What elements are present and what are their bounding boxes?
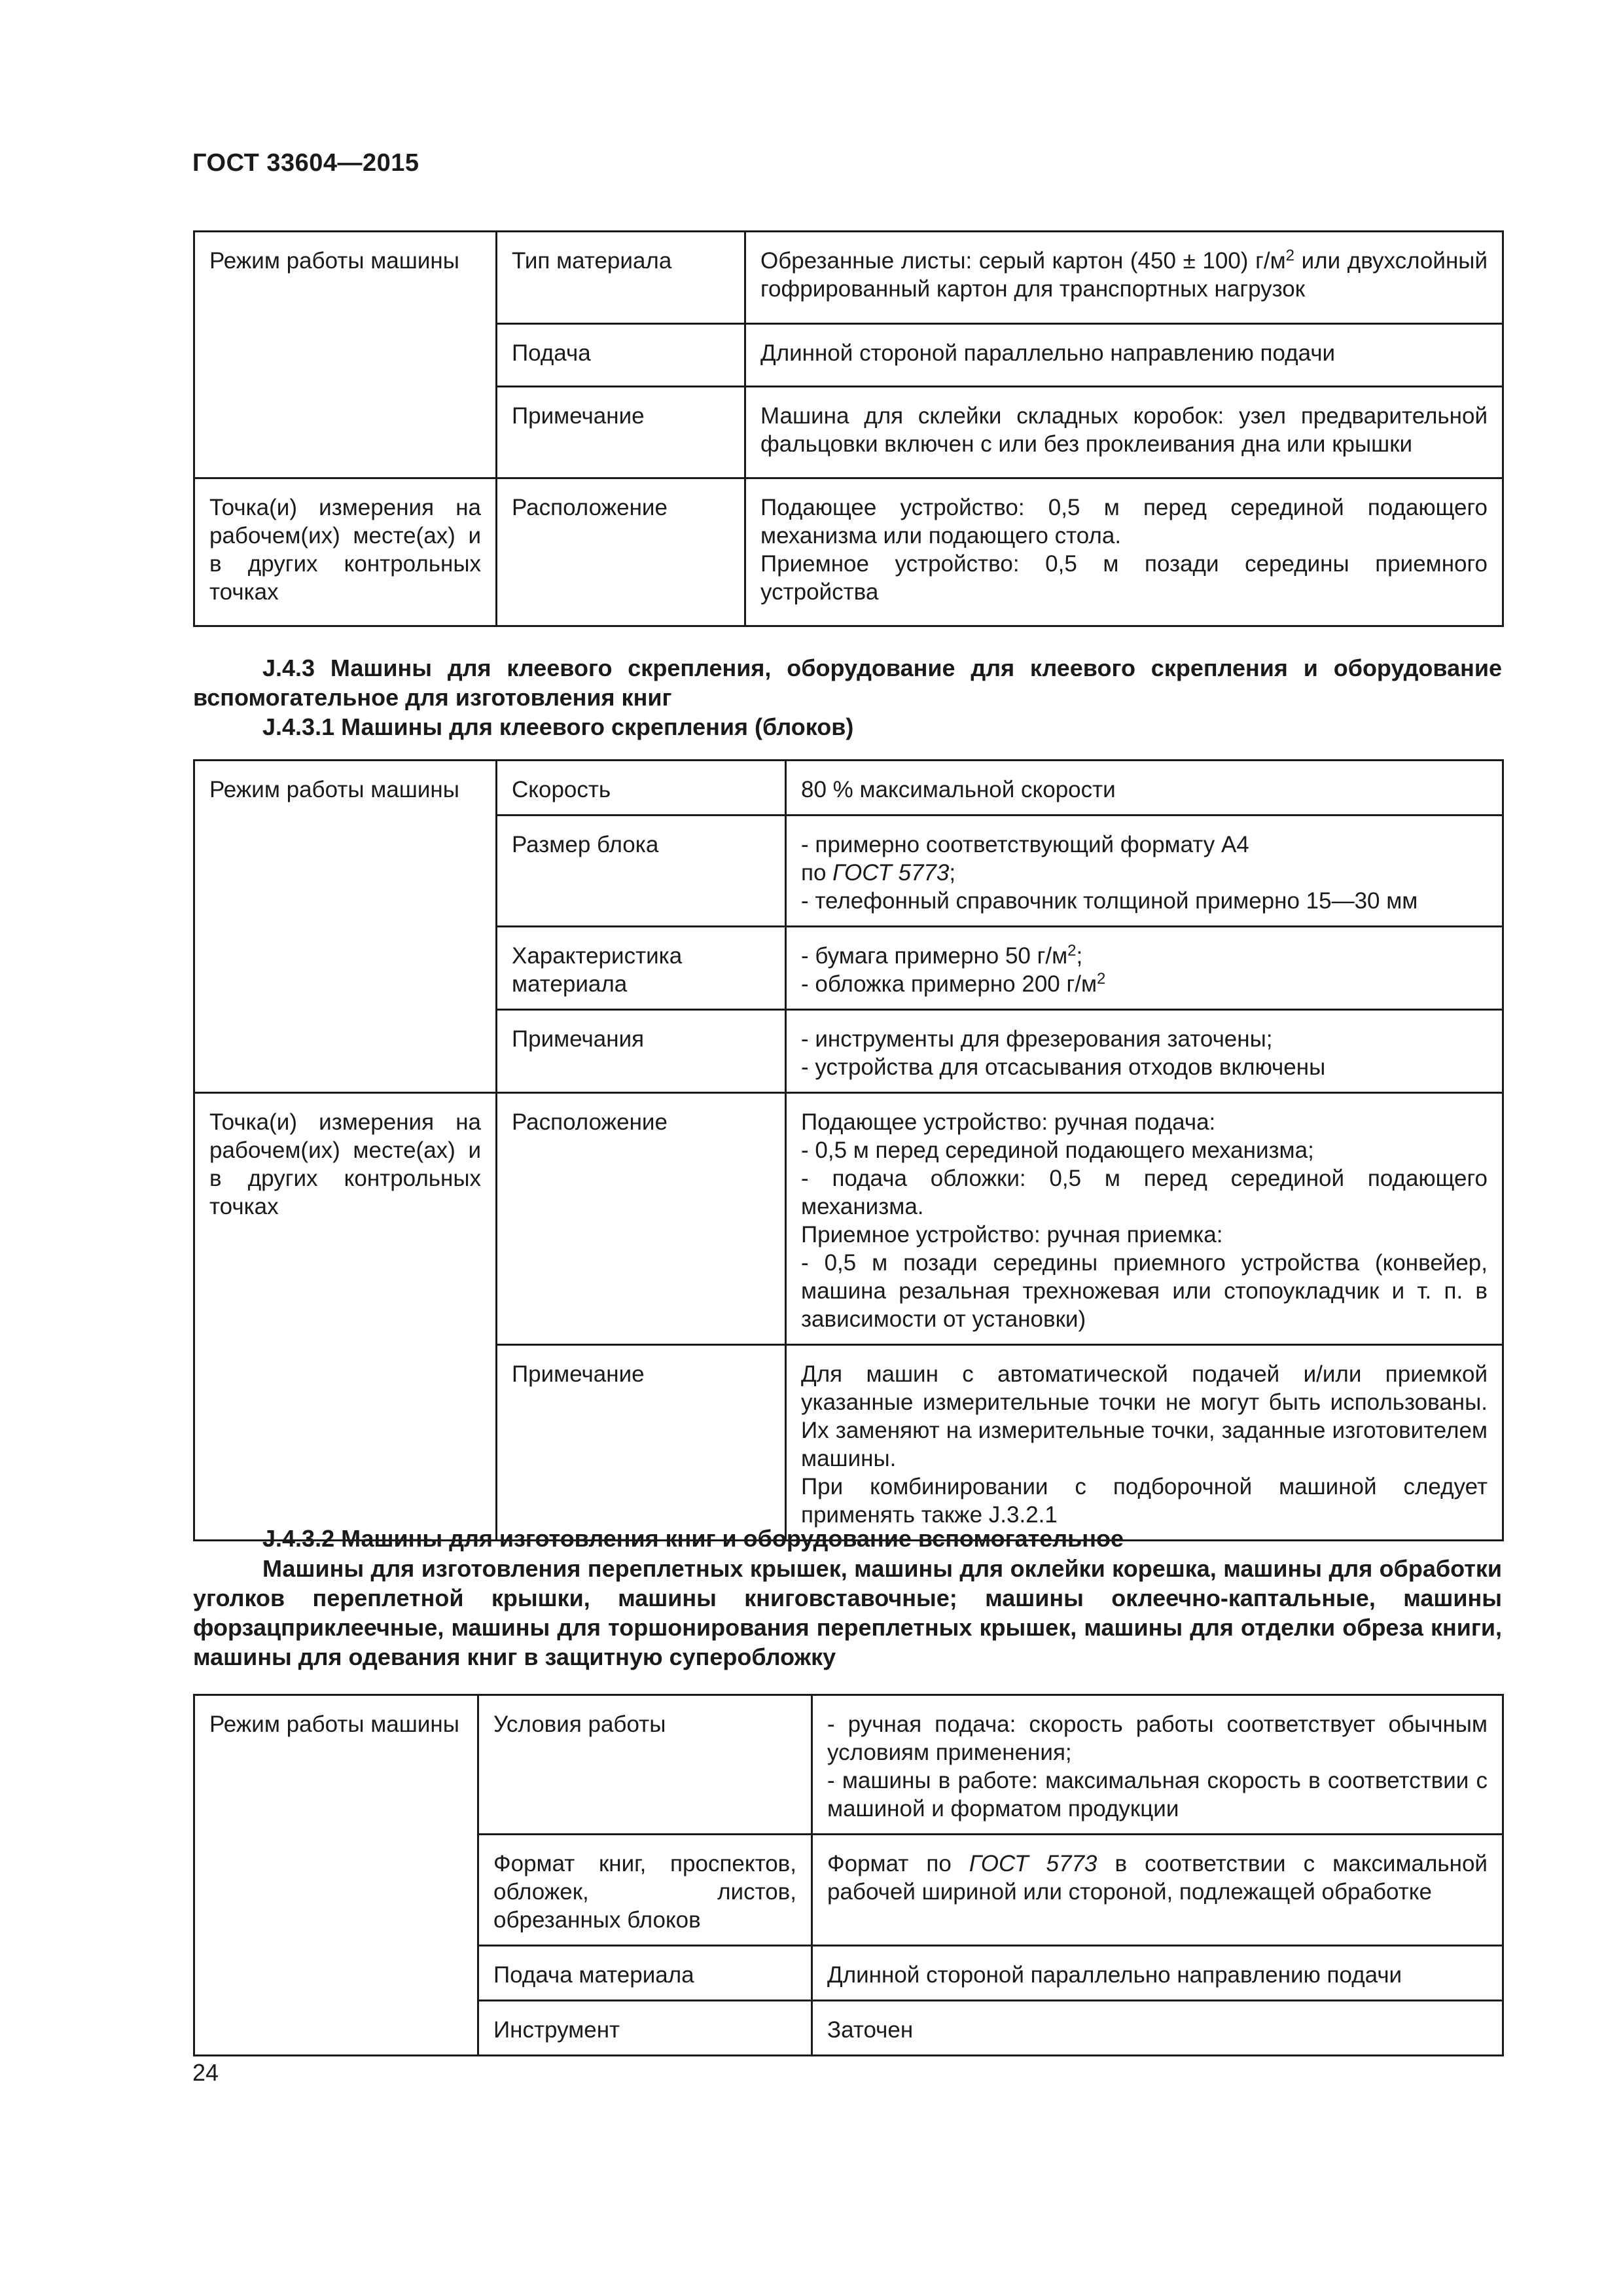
value-cell: - ручная подача: скорость работы соответствует обычным условиям применения; - машины в работе: максимальная скорость в соответствии с машиной и форматом продукции — [812, 1695, 1503, 1835]
param-cell: Точка(и) измерения на рабочем(их) месте(ах) и в других контрольных точках — [194, 1093, 497, 1541]
subsection-heading: J.4.3.2 Машины для изготовления книг и оборудование вспомогательное — [262, 1525, 1124, 1552]
label-cell: Размер блока — [497, 816, 786, 927]
value-cell: 80 % максимальной скорости — [786, 761, 1503, 816]
value-cell: Подающее устройство: ручная подача: - 0,5 м перед серединой подающего механизма; - подача обложки: 0,5 м перед серединой подающего механизма. Приемное устройство: ручная приемка: - 0,5 м позади середины приемного устройства (конвейер, машина резальная трехножевая или стопоукладчик и т. п. в зависимости от установки) — [786, 1093, 1503, 1345]
value-cell: Длинной стороной параллельно направлению подачи — [812, 1946, 1503, 2001]
param-cell: Режим работы машины — [194, 1695, 478, 2056]
param-cell: Режим работы машины — [194, 761, 497, 1093]
label-cell: Подача материала — [478, 1946, 812, 2001]
machines-paragraph: Машины для изготовления переплетных крышек, машины для оклейки корешка, машины для обработки уголков переплетной крышки, машины книговставочные; машины оклеечно-каптальные, машины форзацприклеечные, машины для торшонирования переплетных крышек, машины для отделки обреза книги, машины для одевания книг в защитную суперобложку — [193, 1555, 1502, 1670]
table-row — [194, 232, 1503, 324]
table-row — [194, 761, 1503, 816]
label-cell: Примечание — [497, 387, 745, 478]
value-cell: Длинной стороной параллельно направлению подачи — [745, 324, 1503, 387]
subsection-heading: J.4.3.1 Машины для клеевого скрепления (блоков) — [262, 713, 854, 740]
value-cell: Подающее устройство: 0,5 м перед серединой подающего механизма или подающего стола. Приемное устройство: 0,5 м позади середины приемного устройства — [745, 478, 1503, 626]
page-number: 24 — [192, 2059, 219, 2086]
label-cell: Скорость — [497, 761, 786, 816]
label-cell: Расположение — [497, 1093, 786, 1345]
value-cell: Формат по ГОСТ 5773 в соответствии с максимальной рабочей шириной или стороной, подлежащей обработке — [812, 1835, 1503, 1946]
label-cell: Примечания — [497, 1010, 786, 1093]
spec-table-3 — [193, 1694, 1504, 2056]
param-cell: Точка(и) измерения на рабочем(их) месте(ах) и в других контрольных точках — [194, 478, 497, 626]
value-cell: Обрезанные листы: серый картон (450 ± 100) $г/м^2$ или двухслойный гофрированный картон для транспортных нагрузок — [745, 232, 1503, 324]
value-cell: - бумага примерно 50 $г/м^2$; - обложка примерно 200 $г/м^2$ — [786, 927, 1503, 1010]
value-cell: - инструменты для фрезерования заточены; - устройства для отсасывания отходов включены — [786, 1010, 1503, 1093]
label-cell: Примечание — [497, 1345, 786, 1541]
label-cell: Условия работы — [478, 1695, 812, 1835]
label-cell: Расположение — [497, 478, 745, 626]
spec-table-2 — [193, 759, 1504, 1541]
value-cell: Для машин с автоматической подачей и/или приемкой указанные измерительные точки не могут быть использованы. Их заменяют на измерительные точки, заданные изготовителем машины. При комбинировании с подборочной машиной следует применять также J.3.2.1 — [786, 1345, 1503, 1541]
spec-table-1 — [193, 230, 1504, 627]
label-cell: Характеристика материала — [497, 927, 786, 1010]
table-row — [194, 478, 1503, 626]
document-header: ГОСТ 33604—2015 — [192, 149, 419, 177]
label-cell: Тип материала — [497, 232, 745, 324]
value-cell: Машина для склейки складных коробок: узел предварительной фальцовки включен с или без проклеивания дна или крышки — [745, 387, 1503, 478]
value-cell: - примерно соответствующий формату А4 по ГОСТ 5773; - телефонный справочник толщиной примерно 15—30 мм — [786, 816, 1503, 927]
param-cell: Режим работы машины — [194, 232, 497, 478]
label-cell: Формат книг, проспектов, обложек, листов, обрезанных блоков — [478, 1835, 812, 1946]
table-row — [194, 1695, 1503, 1835]
value-cell: Заточен — [812, 2001, 1503, 2056]
label-cell: Инструмент — [478, 2001, 812, 2056]
table-row — [194, 1093, 1503, 1345]
label-cell: Подача — [497, 324, 745, 387]
section-heading: J.4.3 Машины для клеевого скрепления, оборудование для клеевого скрепления и оборудование вспомогательное для изготовления книг — [193, 655, 1502, 711]
